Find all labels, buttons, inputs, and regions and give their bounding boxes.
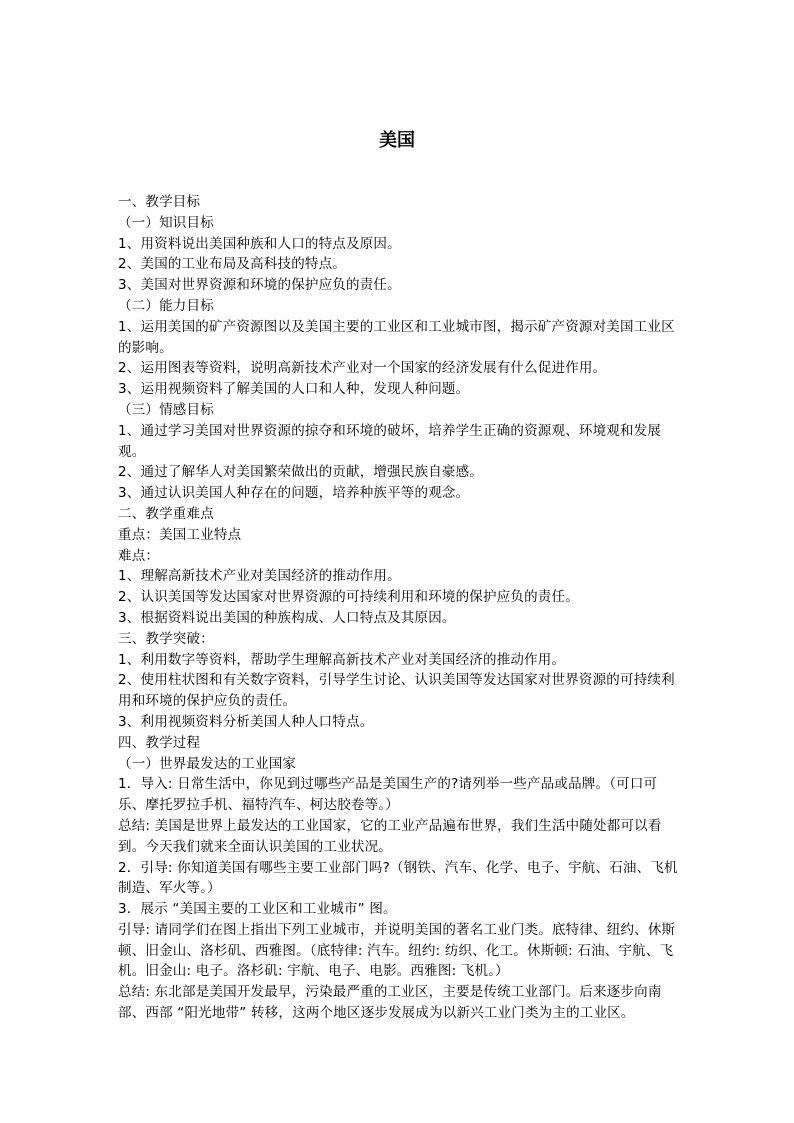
section-heading: 四、教学过程 [118, 734, 201, 751]
list-item: 2、认识美国等发达国家对世界资源的可持续利用和环境的保护应负的责任。 [118, 589, 579, 606]
subsection-heading: （一）知识目标 [118, 214, 214, 231]
paragraph: 总结: 东北部是美国开发最早，污染最严重的工业区，主要是传统工业部门。后来逐步向南部、西部 “阳光地带” 转移，这两个地区逐步发展成为以新兴工业门类为主的工业区。 [118, 984, 662, 1022]
list-item: 3、美国对世界资源和环境的保护应负的责任。 [118, 277, 401, 294]
difficulty-label: 难点： [118, 547, 160, 564]
document-body [118, 192, 678, 1024]
list-item: 3、根据资料说出美国的种族构成、人口特点及其原因。 [118, 609, 456, 626]
subsection-heading: （三）情感目标 [118, 401, 214, 418]
list-item: 2、运用图表等资料，说明高新技术产业对一个国家的经济发展有什么促进作用。 [118, 360, 607, 377]
list-item: 1、利用数字等资料，帮助学生理解高新技术产业对美国经济的推动作用。 [118, 651, 566, 668]
list-item: 3、利用视频资料分析美国人种人口特点。 [118, 713, 374, 730]
list-item: 2、美国的工业布局及高科技的特点。 [118, 256, 346, 273]
subsection-heading: （一）世界最发达的工业国家 [118, 755, 297, 772]
section-heading: 三、教学突破： [118, 630, 214, 647]
list-item: 1、通过学习美国对世界资源的掠夺和环境的破坏，培养学生正确的资源观、环境观和发展观。 [118, 422, 662, 460]
page-title: 美国 [379, 130, 415, 151]
paragraph: 引导: 请同学们在图上指出下列工业城市，并说明美国的著名工业门类。底特律、纽约、休斯顿、旧金山、洛杉矶、西雅图。（底特律: 汽车。纽约: 纺织、化工。休斯顿: 石油、宇航、飞机。旧金山: 电子。洛杉矶: 宇航、电子、电影。西雅图: 飞机。） [118, 921, 676, 980]
list-item: 3、通过认识美国人种存在的问题，培养种族平等的观念。 [118, 485, 470, 502]
paragraph: 总结: 美国是世界上最发达的工业国家，它的工业产品遍布世界，我们生活中随处都可以看到。今天我们就来全面认识美国的工业状况。 [118, 817, 662, 855]
section-heading: 一、教学目标 [118, 194, 201, 210]
list-item: 1、用资料说出美国种族和人口的特点及原因。 [118, 235, 401, 252]
subsection-heading: （二）能力目标 [118, 297, 214, 314]
list-item: 1、理解高新技术产业对美国经济的推动作用。 [118, 568, 401, 585]
list-item: 2、通过了解华人对美国繁荣做出的贡献，增强民族自豪感。 [118, 464, 483, 481]
list-item: 2、使用柱状图和有关数字资料，引导学生讨论、认识美国等发达国家对世界资源的可持续利用和环境的保护应负的责任。 [118, 672, 675, 710]
paragraph: 1．导入: 日常生活中，你见到过哪些产品是美国生产的?请列举一些产品或品牌。（可口可乐、摩托罗拉手机、福特汽车、柯达胶卷等。） [118, 776, 658, 814]
section-heading: 二、教学重难点 [118, 505, 214, 522]
paragraph: 2．引导: 你知道美国有哪些主要工业部门吗?（钢铁、汽车、化学、电子、宇航、石油、飞机制造、军火等。） [118, 859, 678, 897]
key-point: 重点：美国工业特点 [118, 526, 242, 543]
list-item: 1、运用美国的矿产资源图以及美国主要的工业区和工业城市图，揭示矿产资源对美国工业区的影响。 [118, 318, 675, 356]
paragraph: 3．展示 “美国主要的工业区和工业城市” 图。 [118, 901, 397, 918]
list-item: 3、运用视频资料了解美国的人口和人种，发现人种问题。 [118, 381, 470, 398]
